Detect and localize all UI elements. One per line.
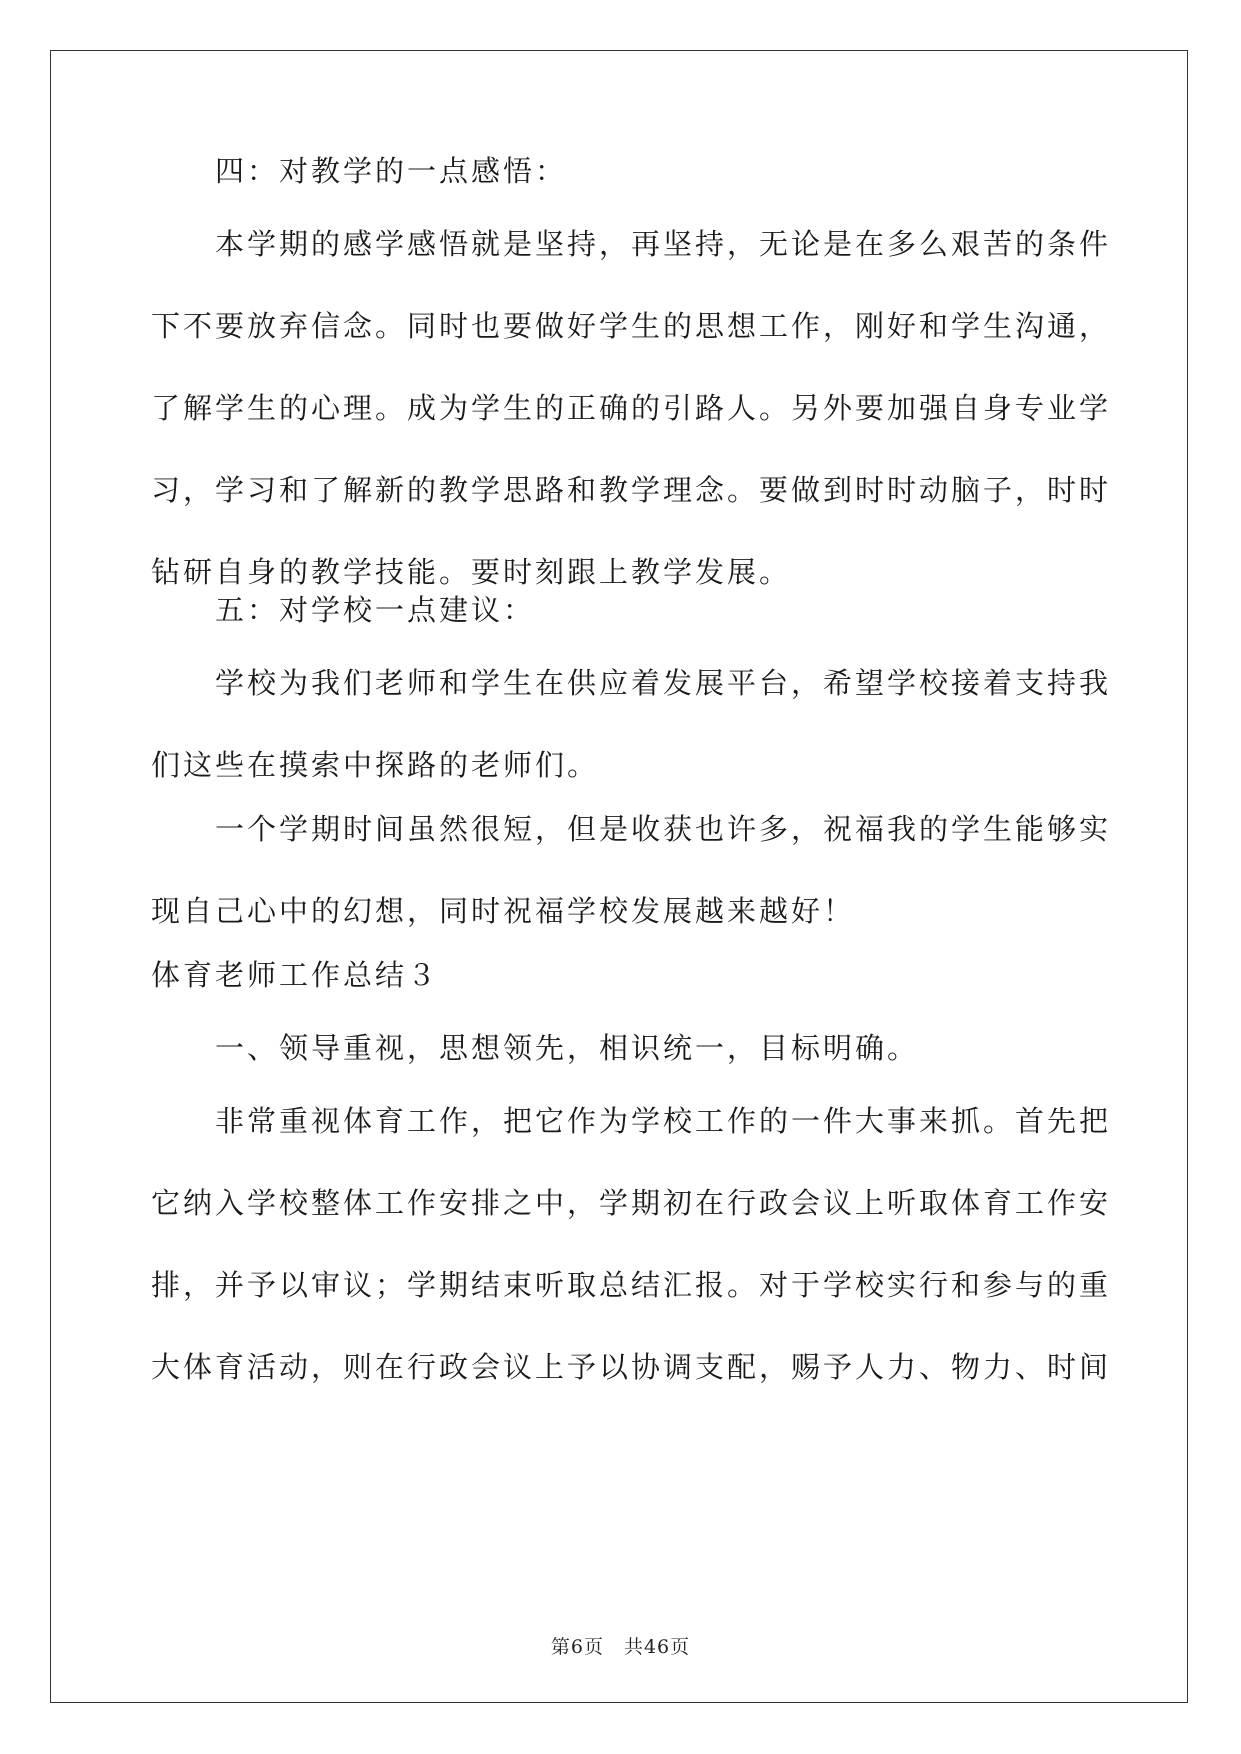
text-line: 了解学生的心理。成为学生的正确的引路人。另外要加强自身专业学 — [151, 391, 1112, 425]
text-line: 们这些在摸索中探路的老师们。 — [151, 748, 600, 782]
paragraph-leadership-emphasis — [151, 1080, 1112, 1408]
text-line: 一、领导重视，思想领先，相识统一，目标明确。 — [215, 1031, 920, 1065]
page-footer — [0, 1632, 1241, 1659]
text-line: 非常重视体育工作，把它作为学校工作的一件大事来抓。首先把 — [215, 1104, 1112, 1138]
paragraph-school-suggestion — [151, 642, 1112, 806]
page-total: 共46页 — [623, 1636, 691, 1658]
section-heading-one — [151, 1007, 1091, 1089]
text-line: 现自己心中的幻想，同时祝福学校发展越来越好！ — [151, 894, 856, 928]
text-line: 五：对学校一点建议： — [215, 593, 536, 627]
text-line: 一个学期时间虽然很短，但是收获也许多，祝福我的学生能够实 — [215, 812, 1112, 846]
text-line: 体育老师工作总结３ — [151, 958, 440, 992]
text-line: 四：对教学的一点感悟： — [215, 154, 568, 188]
text-line: 它纳入学校整体工作安排之中，学期初在行政会议上听取体育工作安 — [151, 1186, 1112, 1220]
text-line: 本学期的感学感悟就是坚持，再坚持，无论是在多么艰苦的条件 — [215, 227, 1112, 261]
text-line: 学校为我们老师和学生在供应着发展平台，希望学校接着支持我 — [215, 666, 1112, 700]
text-line: 下不要放弃信念。同时也要做好学生的思想工作，刚好和学生沟通， — [151, 309, 1112, 343]
section-heading-five — [151, 569, 1091, 651]
paragraph-teaching-reflection — [151, 203, 1112, 613]
text-line: 习，学习和了解新的教学思路和教学理念。要做到时时动脑子，时时 — [151, 473, 1112, 507]
text-line: 排，并予以审议；学期结束听取总结汇报。对于学校实行和参与的重 — [151, 1268, 1112, 1302]
document-section-title — [151, 934, 1091, 1016]
paragraph-closing-wishes — [151, 788, 1112, 952]
section-heading-four — [151, 130, 1091, 212]
text-line: 钻研自身的教学技能。要时刻跟上教学发展。 — [151, 555, 792, 589]
text-line: 大体育活动，则在行政会议上予以协调支配，赐予人力、物力、时间 — [151, 1350, 1112, 1384]
page-number: 第6页 — [550, 1636, 604, 1658]
